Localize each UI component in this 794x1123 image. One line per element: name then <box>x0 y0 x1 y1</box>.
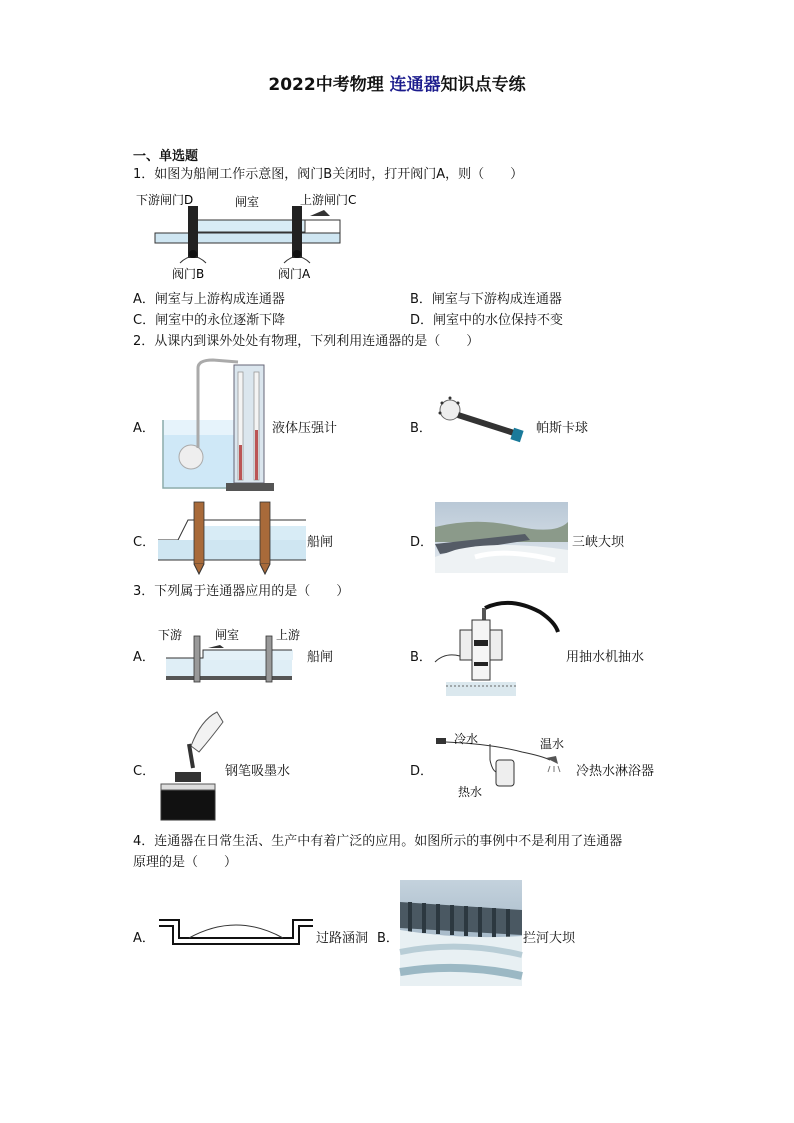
q3-fig-label-warm: 温水 <box>540 737 565 751</box>
q3-option-a-letter[interactable]: A． <box>133 650 155 665</box>
q4-option-b-letter[interactable]: B． <box>377 931 399 946</box>
q2-figure-pressure-gauge <box>158 360 273 495</box>
q1-fig-label-down-gate: 下游闸门D <box>136 193 194 207</box>
q3-option-a-label: 船闸 <box>307 650 334 665</box>
q1-option-b[interactable]: B．闸室与下游构成连通器 <box>410 292 562 307</box>
section-heading: 一、单选题 <box>133 149 199 164</box>
q2-figure-three-gorges-dam-photo <box>435 502 568 573</box>
q3-fig-label-down: 下游 <box>158 628 183 642</box>
q3-figure-water-pump <box>430 600 560 700</box>
q1-fig-label-chamber: 闸室 <box>235 195 260 209</box>
q4-figure-river-dam-photo <box>400 880 522 986</box>
q2-option-a-label: 液体压强计 <box>272 421 338 436</box>
q2-stem: 2．从课内到课外处处有物理，下列利用连通器的是（ ） <box>133 334 480 349</box>
q3-option-c-letter[interactable]: C． <box>133 764 156 779</box>
q2-figure-ship-lock <box>158 498 306 576</box>
q2-option-c-letter[interactable]: C． <box>133 535 156 550</box>
q2-figure-pascal-ball <box>436 395 531 450</box>
q3-fig-label-hot: 热水 <box>458 785 483 799</box>
q3-option-d-letter[interactable]: D． <box>410 764 434 779</box>
q1-figure-ship-lock <box>136 188 357 283</box>
q2-option-d-label: 三峡大坝 <box>572 535 625 550</box>
q4-option-a-letter[interactable]: A． <box>133 931 155 946</box>
q3-figure-ship-lock <box>158 624 303 682</box>
q4-option-a-label: 过路涵洞 <box>316 931 369 946</box>
title-highlight: 连通器 <box>389 75 441 95</box>
q1-option-d[interactable]: D．闸室中的水位保持不变 <box>410 313 564 328</box>
q3-option-c-label: 钢笔吸墨水 <box>225 764 291 779</box>
q1-stem: 1．如图为船闸工作示意图，阀门B关闭时，打开阀门A，则（ ） <box>133 167 524 182</box>
q3-fig-label-cold: 冷水 <box>454 732 479 746</box>
q1-fig-label-valve-a: 阀门A <box>278 267 311 281</box>
q3-stem: 3．下列属于连通器应用的是（ ） <box>133 584 350 599</box>
q3-option-b-label: 用抽水机抽水 <box>566 650 645 665</box>
page-title <box>0 70 794 95</box>
q1-option-a[interactable]: A．闸室与上游构成连通器 <box>133 292 285 307</box>
q4-stem-line1: 4．连通器在日常生活、生产中有着广泛的应用。如图所示的事例中不是利用了连通器 <box>133 834 623 849</box>
q1-fig-label-valve-b: 阀门B <box>172 267 205 281</box>
q2-option-a-letter[interactable]: A． <box>133 421 155 436</box>
q3-fig-label-up: 上游 <box>276 628 301 642</box>
q1-option-c[interactable]: C．闸室中的永位逐渐下降 <box>133 313 286 328</box>
q2-option-b-label: 帕斯卡球 <box>536 421 589 436</box>
q3-fig-label-chamber: 闸室 <box>215 628 240 642</box>
q4-figure-culvert <box>157 912 315 952</box>
q2-option-b-letter[interactable]: B． <box>410 421 432 436</box>
q4-option-b-label: 拦河大坝 <box>523 931 576 946</box>
q3-figure-fountain-pen-ink <box>153 708 225 825</box>
q2-option-d-letter[interactable]: D． <box>410 535 434 550</box>
q3-figure-shower-mixer <box>432 730 574 802</box>
title-suffix: 知识点专练 <box>440 75 526 95</box>
q2-option-c-label: 船闸 <box>307 535 334 550</box>
q4-stem-line2: 原理的是（ ） <box>133 855 238 870</box>
q1-fig-label-up-gate: 上游闸门C <box>300 193 357 207</box>
q3-option-b-letter[interactable]: B． <box>410 650 432 665</box>
q3-option-d-label: 冷热水淋浴器 <box>576 764 655 779</box>
title-prefix: 2022中考物理 <box>268 75 384 95</box>
